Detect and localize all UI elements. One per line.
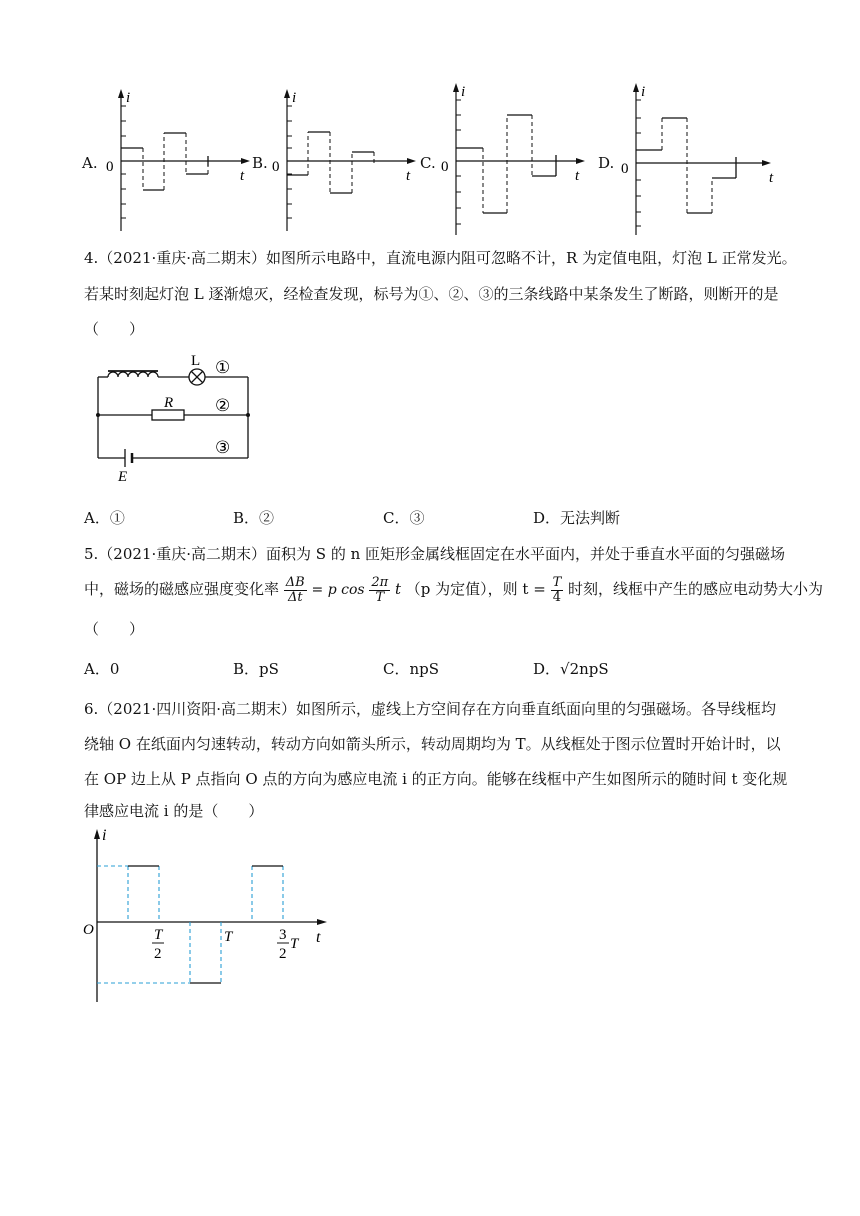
q3-c-axis-t: t [575,168,580,184]
q3-c-origin: 0 [441,159,449,175]
q3-b-axis-i: i [292,90,297,106]
q5-2pi: 2π [371,574,389,590]
q4-resistor-label: R [164,395,174,411]
q4-mark-3: ③ [215,438,231,457]
q6-axis-i: i [102,827,107,844]
q6-three-num: 3 [279,927,287,943]
q5-stem-line-3: （ ） [84,620,145,638]
q3-option-b-label: B. [252,154,268,172]
q5-T2: T [552,574,562,590]
q3-option-a-label: A. [82,154,98,172]
q5-T: T [375,589,385,605]
q4-option-a: A．① [84,509,125,527]
q3-a-origin: 0 [106,159,114,175]
q5-stem-line-2 [84,574,823,605]
q3-graph-c [437,80,597,240]
q4-battery-label: E [118,469,128,485]
q6-stem-line-1: 6.（2021·四川资阳·高二期末）如图所示，虚线上方空间存在方向垂直纸面向里的匀强磁场。各导线框均 [84,700,777,718]
q4-circuit-diagram [88,345,258,485]
q3-d-axis-i: i [641,84,646,100]
q5-option-b: B．pS [233,660,279,678]
q4-option-c: C．③ [383,509,425,527]
q5-stem-text-c: 时刻，线框中产生的感应电动势大小为 [568,580,824,598]
q5-dt: Δt [287,589,303,605]
q3-graph-d [617,80,787,240]
q5-frac-2pi-T [369,576,390,605]
q5-dB: ΔB [285,574,305,590]
q3-graph-b [268,86,428,236]
q6-stem-line-4: 律感应电流 i 的是（ ） [84,802,264,820]
q3-d-axis-t: t [769,170,774,186]
q3-a-axis-i: i [126,90,131,106]
q3-c-axis-i: i [461,84,466,100]
q4-mark-2: ② [215,396,231,415]
q6-origin: O [83,922,94,938]
q5-option-d: D．√2npS [533,660,609,678]
q5-stem-text-a: 中，磁场的磁感应强度变化率 [84,580,280,598]
q4-lamp-label: L [191,353,201,369]
q4-stem-line-2: 若某时刻起灯泡 L 逐渐熄灭，经检查发现，标号为①、②、③的三条线路中某条发生了断路，则断开的是 [84,285,779,303]
q5-option-a: A．0 [84,660,120,678]
q6-tick-T: T [224,929,233,945]
q6-stem-line-2: 绕轴 O 在纸面内匀速转动，转动方向如箭头所示，转动周期均为 T。从线框处于图示位置时开始计时，以 [84,735,781,753]
q5-frac-T-4 [551,576,564,605]
q3-option-c-label: C. [420,154,436,172]
q6-axis-t: t [316,929,321,946]
q5-option-c: C．npS [383,660,440,678]
q5-stem-line-1: 5.（2021·重庆·高二期末）面积为 S 的 n 匝矩形金属线框固定在水平面内，并处于垂直水平面的匀强磁场 [84,545,786,563]
q5-t: t [394,580,401,598]
q4-mark-1: ① [215,358,231,377]
q5-4: 4 [552,589,562,605]
q4-option-b: B．② [233,509,275,527]
q3-b-origin: 0 [272,159,280,175]
q6-current-graph [80,826,340,1006]
q3-d-origin: 0 [621,161,629,177]
q3-a-axis-t: t [240,168,245,184]
q6-three-den: 2 [279,946,287,962]
q3-graph-a [102,86,262,236]
q3-b-axis-t: t [406,168,411,184]
q4-option-d: D．无法判断 [533,509,621,527]
q5-stem-text-b: （p 为定值），则 t = [405,580,546,598]
q4-stem-line-1: 4.（2021·重庆·高二期末）如图所示电路中，直流电源内阻可忽略不计，R 为定值电阻，灯泡 L 正常发光。 [84,249,797,267]
q5-eq: = p cos [311,582,365,598]
q4-stem-line-3: （ ） [84,320,145,338]
q6-half-num: T [154,927,163,943]
q6-three-T: T [290,936,299,952]
q6-stem-line-3: 在 OP 边上从 P 点指向 O 点的方向为感应电流 i 的正方向。能够在线框中产生如图所示的随时间 t 变化规 [84,770,788,788]
q3-option-d-label: D. [598,154,615,172]
q5-frac-dB-dt [284,576,307,605]
q6-half-den: 2 [154,946,162,962]
